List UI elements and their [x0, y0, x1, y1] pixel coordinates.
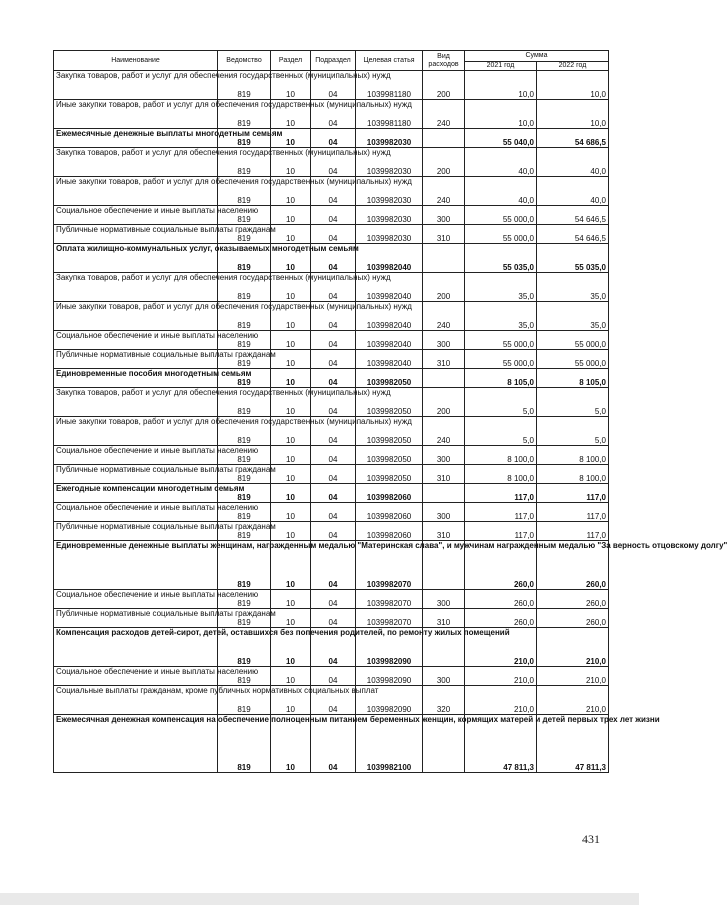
row-amount-2021: 260,0 [465, 609, 537, 628]
table-row [54, 503, 609, 522]
row-section: 10 [271, 177, 311, 206]
row-name: Социальное обеспечение и иные выплаты населению [54, 206, 218, 225]
row-subsection: 04 [311, 244, 356, 273]
row-department: 819 [218, 541, 271, 590]
table-row [54, 484, 609, 503]
row-amount-2021: 8 100,0 [465, 465, 537, 484]
row-amount-2022: 210,0 [537, 667, 609, 686]
row-amount-2021: 40,0 [465, 148, 537, 177]
row-target: 1039982060 [356, 522, 423, 541]
row-department: 819 [218, 206, 271, 225]
row-name: Социальное обеспечение и иные выплаты населению [54, 503, 218, 522]
row-expense-type [423, 244, 465, 273]
row-amount-2022: 210,0 [537, 628, 609, 667]
row-department: 819 [218, 628, 271, 667]
row-section: 10 [271, 446, 311, 465]
row-section: 10 [271, 148, 311, 177]
row-section: 10 [271, 244, 311, 273]
row-target: 1039982040 [356, 331, 423, 350]
row-amount-2022: 117,0 [537, 503, 609, 522]
row-amount-2021: 10,0 [465, 100, 537, 129]
row-section: 10 [271, 667, 311, 686]
row-amount-2021: 210,0 [465, 686, 537, 715]
row-name: Закупка товаров, работ и услуг для обеспечения государственных (муниципальных) нужд [54, 388, 218, 417]
row-target: 1039982050 [356, 465, 423, 484]
row-department: 819 [218, 129, 271, 148]
row-expense-type: 310 [423, 350, 465, 369]
row-name: Социальное обеспечение и иные выплаты населению [54, 667, 218, 686]
row-subsection: 04 [311, 331, 356, 350]
row-name: Иные закупки товаров, работ и услуг для обеспечения государственных (муниципальных) нужд [54, 177, 218, 206]
row-name: Закупка товаров, работ и услуг для обеспечения государственных (муниципальных) нужд [54, 148, 218, 177]
row-expense-type: 200 [423, 71, 465, 100]
row-name: Единовременные пособия многодетным семьям [54, 369, 218, 388]
row-target: 1039982050 [356, 388, 423, 417]
header-department: Ведомство [218, 51, 271, 71]
table-row [54, 667, 609, 686]
table-row [54, 350, 609, 369]
row-subsection: 04 [311, 628, 356, 667]
row-amount-2022: 54 686,5 [537, 129, 609, 148]
row-subsection: 04 [311, 350, 356, 369]
header-name: Наименование [54, 51, 218, 71]
row-amount-2022: 5,0 [537, 417, 609, 446]
header-subsection: Подраздел [311, 51, 356, 71]
row-department: 819 [218, 331, 271, 350]
table-row [54, 244, 609, 273]
table-row [54, 148, 609, 177]
row-expense-type: 240 [423, 302, 465, 331]
row-target: 1039982050 [356, 446, 423, 465]
row-subsection: 04 [311, 484, 356, 503]
row-name: Публичные нормативные социальные выплаты гражданам [54, 350, 218, 369]
table-row [54, 541, 609, 590]
row-expense-type: 200 [423, 148, 465, 177]
row-amount-2021: 117,0 [465, 484, 537, 503]
row-amount-2021: 35,0 [465, 273, 537, 302]
row-amount-2022: 54 646,5 [537, 225, 609, 244]
row-name: Ежемесячные денежные выплаты многодетным семьям [54, 129, 218, 148]
row-subsection: 04 [311, 100, 356, 129]
row-name: Иные закупки товаров, работ и услуг для обеспечения государственных (муниципальных) нужд [54, 417, 218, 446]
row-amount-2022: 8 105,0 [537, 369, 609, 388]
row-amount-2022: 55 000,0 [537, 331, 609, 350]
row-target: 1039982050 [356, 417, 423, 446]
row-name: Ежемесячная денежная компенсация на обеспечение полноценным питанием беременных женщин, кормящих матерей и детей первых трех лет жизни [54, 715, 218, 773]
scan-edge [0, 893, 639, 905]
row-amount-2021: 55 000,0 [465, 206, 537, 225]
row-section: 10 [271, 71, 311, 100]
row-expense-type [423, 129, 465, 148]
table-row [54, 129, 609, 148]
row-department: 819 [218, 667, 271, 686]
row-target: 1039982100 [356, 715, 423, 773]
row-name: Социальные выплаты гражданам, кроме публичных нормативных социальных выплат [54, 686, 218, 715]
row-amount-2022: 117,0 [537, 522, 609, 541]
row-target: 1039981180 [356, 100, 423, 129]
header-target: Целевая статья [356, 51, 423, 71]
row-section: 10 [271, 541, 311, 590]
row-subsection: 04 [311, 177, 356, 206]
row-amount-2022: 8 100,0 [537, 446, 609, 465]
table-row [54, 417, 609, 446]
row-name: Иные закупки товаров, работ и услуг для обеспечения государственных (муниципальных) нужд [54, 100, 218, 129]
row-name: Публичные нормативные социальные выплаты гражданам [54, 522, 218, 541]
table-row [54, 522, 609, 541]
row-department: 819 [218, 446, 271, 465]
row-amount-2022: 40,0 [537, 177, 609, 206]
table-row [54, 686, 609, 715]
row-expense-type: 300 [423, 206, 465, 225]
row-section: 10 [271, 686, 311, 715]
row-amount-2022: 5,0 [537, 388, 609, 417]
row-name: Закупка товаров, работ и услуг для обеспечения государственных (муниципальных) нужд [54, 71, 218, 100]
row-section: 10 [271, 715, 311, 773]
row-department: 819 [218, 503, 271, 522]
row-expense-type: 240 [423, 100, 465, 129]
row-target: 1039982060 [356, 503, 423, 522]
row-department: 819 [218, 465, 271, 484]
row-section: 10 [271, 225, 311, 244]
row-target: 1039982070 [356, 590, 423, 609]
row-section: 10 [271, 302, 311, 331]
row-department: 819 [218, 484, 271, 503]
row-amount-2021: 5,0 [465, 417, 537, 446]
row-department: 819 [218, 273, 271, 302]
row-amount-2022: 55 000,0 [537, 350, 609, 369]
row-subsection: 04 [311, 71, 356, 100]
row-amount-2022: 260,0 [537, 541, 609, 590]
table-row [54, 590, 609, 609]
row-amount-2021: 55 000,0 [465, 350, 537, 369]
row-amount-2021: 10,0 [465, 71, 537, 100]
row-target: 1039982030 [356, 225, 423, 244]
row-department: 819 [218, 388, 271, 417]
row-expense-type [423, 369, 465, 388]
row-target: 1039982030 [356, 129, 423, 148]
row-target: 1039982070 [356, 609, 423, 628]
table-body [54, 71, 727, 773]
row-amount-2022: 117,0 [537, 484, 609, 503]
row-target: 1039982040 [356, 350, 423, 369]
row-expense-type: 310 [423, 225, 465, 244]
row-section: 10 [271, 465, 311, 484]
row-subsection: 04 [311, 369, 356, 388]
row-section: 10 [271, 503, 311, 522]
row-department: 819 [218, 590, 271, 609]
row-target: 1039982090 [356, 667, 423, 686]
row-subsection: 04 [311, 715, 356, 773]
table-row [54, 100, 609, 129]
header-amount: Сумма [465, 51, 609, 62]
row-name: Закупка товаров, работ и услуг для обеспечения государственных (муниципальных) нужд [54, 273, 218, 302]
row-department: 819 [218, 225, 271, 244]
row-amount-2021: 117,0 [465, 522, 537, 541]
row-section: 10 [271, 628, 311, 667]
row-expense-type: 310 [423, 522, 465, 541]
row-amount-2021: 55 035,0 [465, 244, 537, 273]
table-row [54, 465, 609, 484]
row-name: Компенсация расходов детей-сирот, детей, оставшихся без попечения родителей, по ремонту жилых помещений [54, 628, 218, 667]
row-amount-2022: 35,0 [537, 302, 609, 331]
row-target: 1039982040 [356, 273, 423, 302]
row-section: 10 [271, 100, 311, 129]
table-row [54, 388, 609, 417]
row-subsection: 04 [311, 667, 356, 686]
row-subsection: 04 [311, 148, 356, 177]
row-subsection: 04 [311, 129, 356, 148]
row-expense-type [423, 484, 465, 503]
row-amount-2022: 10,0 [537, 71, 609, 100]
row-section: 10 [271, 388, 311, 417]
row-department: 819 [218, 71, 271, 100]
row-expense-type: 240 [423, 417, 465, 446]
row-amount-2021: 210,0 [465, 667, 537, 686]
row-section: 10 [271, 590, 311, 609]
row-amount-2021: 8 100,0 [465, 446, 537, 465]
row-amount-2021: 210,0 [465, 628, 537, 667]
row-name: Публичные нормативные социальные выплаты гражданам [54, 609, 218, 628]
row-department: 819 [218, 609, 271, 628]
row-subsection: 04 [311, 225, 356, 244]
row-section: 10 [271, 350, 311, 369]
row-section: 10 [271, 484, 311, 503]
row-amount-2021: 47 811,3 [465, 715, 537, 773]
row-subsection: 04 [311, 609, 356, 628]
row-amount-2021: 35,0 [465, 302, 537, 331]
row-target: 1039982070 [356, 541, 423, 590]
table-row [54, 609, 609, 628]
row-subsection: 04 [311, 541, 356, 590]
row-name: Социальное обеспечение и иные выплаты населению [54, 331, 218, 350]
row-expense-type: 310 [423, 609, 465, 628]
row-amount-2021: 40,0 [465, 177, 537, 206]
row-target: 1039982090 [356, 628, 423, 667]
row-subsection: 04 [311, 446, 356, 465]
row-name: Публичные нормативные социальные выплаты гражданам [54, 465, 218, 484]
row-section: 10 [271, 417, 311, 446]
row-expense-type: 320 [423, 686, 465, 715]
row-name: Социальное обеспечение и иные выплаты населению [54, 446, 218, 465]
row-name: Оплата жилищно-коммунальных услуг, оказываемых многодетным семьям [54, 244, 218, 273]
row-subsection: 04 [311, 522, 356, 541]
row-amount-2022: 210,0 [537, 686, 609, 715]
row-amount-2022: 47 811,3 [537, 715, 609, 773]
row-amount-2022: 40,0 [537, 148, 609, 177]
row-target: 1039982090 [356, 686, 423, 715]
row-section: 10 [271, 369, 311, 388]
budget-table [53, 50, 727, 773]
row-department: 819 [218, 369, 271, 388]
row-expense-type: 200 [423, 388, 465, 417]
header-expense-type: Вид расходов [423, 51, 465, 71]
header-year-2022: 2022 год [537, 62, 609, 71]
row-amount-2022: 8 100,0 [537, 465, 609, 484]
row-amount-2021: 55 000,0 [465, 331, 537, 350]
row-section: 10 [271, 522, 311, 541]
table-row [54, 273, 609, 302]
header-year-2021: 2021 год [465, 62, 537, 71]
table-row [54, 715, 609, 773]
row-amount-2022: 10,0 [537, 100, 609, 129]
row-name: Публичные нормативные социальные выплаты гражданам [54, 225, 218, 244]
row-subsection: 04 [311, 590, 356, 609]
row-expense-type: 300 [423, 590, 465, 609]
row-expense-type: 240 [423, 177, 465, 206]
row-target: 1039982040 [356, 244, 423, 273]
row-section: 10 [271, 609, 311, 628]
row-amount-2021: 117,0 [465, 503, 537, 522]
row-subsection: 04 [311, 465, 356, 484]
row-amount-2022: 260,0 [537, 609, 609, 628]
row-amount-2021: 8 105,0 [465, 369, 537, 388]
row-department: 819 [218, 244, 271, 273]
row-subsection: 04 [311, 302, 356, 331]
row-target: 1039982030 [356, 148, 423, 177]
row-department: 819 [218, 148, 271, 177]
row-target: 1039982030 [356, 206, 423, 225]
row-department: 819 [218, 522, 271, 541]
row-name: Ежегодные компенсации многодетным семьям [54, 484, 218, 503]
table-row [54, 446, 609, 465]
row-expense-type: 300 [423, 331, 465, 350]
row-section: 10 [271, 331, 311, 350]
row-department: 819 [218, 686, 271, 715]
row-expense-type: 310 [423, 465, 465, 484]
row-target: 1039982060 [356, 484, 423, 503]
row-expense-type: 300 [423, 667, 465, 686]
table-row [54, 369, 609, 388]
row-department: 819 [218, 302, 271, 331]
row-amount-2022: 35,0 [537, 273, 609, 302]
row-subsection: 04 [311, 206, 356, 225]
row-amount-2022: 55 035,0 [537, 244, 609, 273]
table-row [54, 206, 609, 225]
table-row [54, 225, 609, 244]
page-number: 431 [582, 832, 600, 846]
row-name: Иные закупки товаров, работ и услуг для обеспечения государственных (муниципальных) нужд [54, 302, 218, 331]
row-target: 1039982040 [356, 302, 423, 331]
header-section: Раздел [271, 51, 311, 71]
row-section: 10 [271, 129, 311, 148]
row-name: Социальное обеспечение и иные выплаты населению [54, 590, 218, 609]
row-expense-type: 200 [423, 273, 465, 302]
row-target: 1039981180 [356, 71, 423, 100]
row-department: 819 [218, 177, 271, 206]
table-row [54, 628, 609, 667]
row-subsection: 04 [311, 273, 356, 302]
row-subsection: 04 [311, 417, 356, 446]
row-subsection: 04 [311, 686, 356, 715]
row-amount-2022: 260,0 [537, 590, 609, 609]
row-amount-2021: 55 040,0 [465, 129, 537, 148]
row-expense-type: 300 [423, 503, 465, 522]
row-department: 819 [218, 350, 271, 369]
row-section: 10 [271, 273, 311, 302]
table-row [54, 331, 609, 350]
row-department: 819 [218, 417, 271, 446]
row-expense-type: 300 [423, 446, 465, 465]
table-row [54, 71, 609, 100]
row-department: 819 [218, 715, 271, 773]
row-amount-2021: 5,0 [465, 388, 537, 417]
table-row [54, 177, 609, 206]
row-amount-2021: 260,0 [465, 590, 537, 609]
row-amount-2021: 260,0 [465, 541, 537, 590]
row-name: Единовременные денежные выплаты женщинам, награжденным медалью "Материнская слава", и мужчинам награжденным медалью "За верность отцовскому долгу" [54, 541, 218, 590]
table-row [54, 302, 609, 331]
row-target: 1039982050 [356, 369, 423, 388]
row-amount-2021: 55 000,0 [465, 225, 537, 244]
row-department: 819 [218, 100, 271, 129]
row-subsection: 04 [311, 503, 356, 522]
row-target: 1039982030 [356, 177, 423, 206]
row-amount-2022: 54 646,5 [537, 206, 609, 225]
row-section: 10 [271, 206, 311, 225]
row-subsection: 04 [311, 388, 356, 417]
